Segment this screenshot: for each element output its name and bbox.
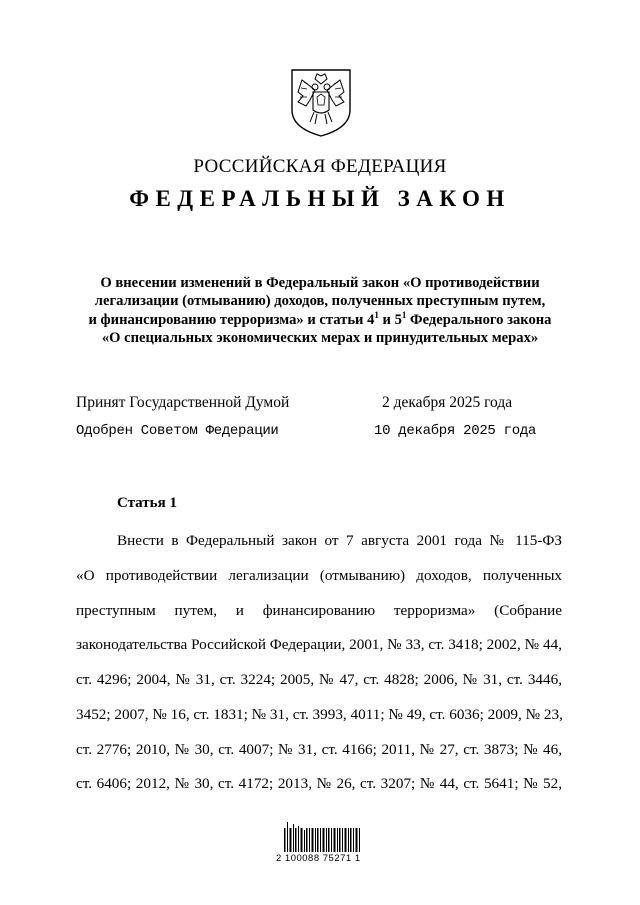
article-text-line: законодательства Российской Федерации, 2001, № 33, ст. 3418; 2002, № 44, — [76, 636, 562, 653]
article-text-line: ст. 4296; 2004, № 31, ст. 3224; 2005, № 47, ст. 4828; 2006, № 31, ст. 3446, — [76, 671, 562, 688]
article-text-line: ст. 2776; 2010, № 30, ст. 4007; № 31, ст. 4166; 2011, № 27, ст. 3873; № 46, — [76, 741, 562, 758]
law-title-line-3 — [60, 311, 580, 329]
adopted-label: Принят Государственной Думой — [76, 394, 290, 411]
article-title: Статья 1 — [117, 495, 177, 511]
law-title-text: и финансированию терроризма» и статьи 4 — [88, 311, 375, 328]
article-text-line: Внести в Федеральный закон от 7 августа 2001 года № 115-ФЗ — [117, 532, 562, 549]
superscript: 1 — [374, 309, 379, 320]
approved-label: Одобрен Советом Федерации — [76, 423, 279, 439]
law-title — [60, 274, 580, 347]
law-title-text: Федерального закона — [406, 311, 552, 328]
law-title-line-2: легализации (отмыванию) доходов, полученных преступным путем, — [94, 293, 546, 310]
law-title-text: и 5 — [378, 311, 402, 328]
law-title-line-1: О внесении изменений в Федеральный закон «О противодействии — [100, 275, 540, 291]
adopted-date: 2 декабря 2025 года — [382, 394, 513, 411]
article-text-line: «О противодействии легализации (отмыванию) доходов, полученных — [76, 567, 562, 584]
approved-date: 10 декабря 2025 года — [374, 423, 537, 439]
document-type: ФЕДЕРАЛЬНЫЙ ЗАКОН — [129, 186, 511, 211]
law-title-line-4: «О специальных экономических мерах и принудительных мерах» — [101, 329, 539, 346]
barcode-number: 2 100088 75271 1 — [276, 853, 361, 864]
superscript: 1 — [401, 309, 407, 320]
article-text-line: 3452; 2007, № 16, ст. 1831; № 31, ст. 3993, 4011; № 49, ст. 6036; 2009, № 23, — [76, 706, 563, 723]
coat-of-arms-icon — [286, 66, 356, 138]
article-text-line: ст. 6406; 2012, № 30, ст. 4172; 2013, № 26, ст. 3207; № 44, ст. 5641; № 52, — [76, 775, 562, 792]
country-name: РОССИЙСКАЯ ФЕДЕРАЦИЯ — [193, 156, 447, 177]
article-text-line: преступным путем, и финансированию терроризма» (Собрание — [76, 602, 562, 619]
barcode-icon — [282, 822, 362, 852]
